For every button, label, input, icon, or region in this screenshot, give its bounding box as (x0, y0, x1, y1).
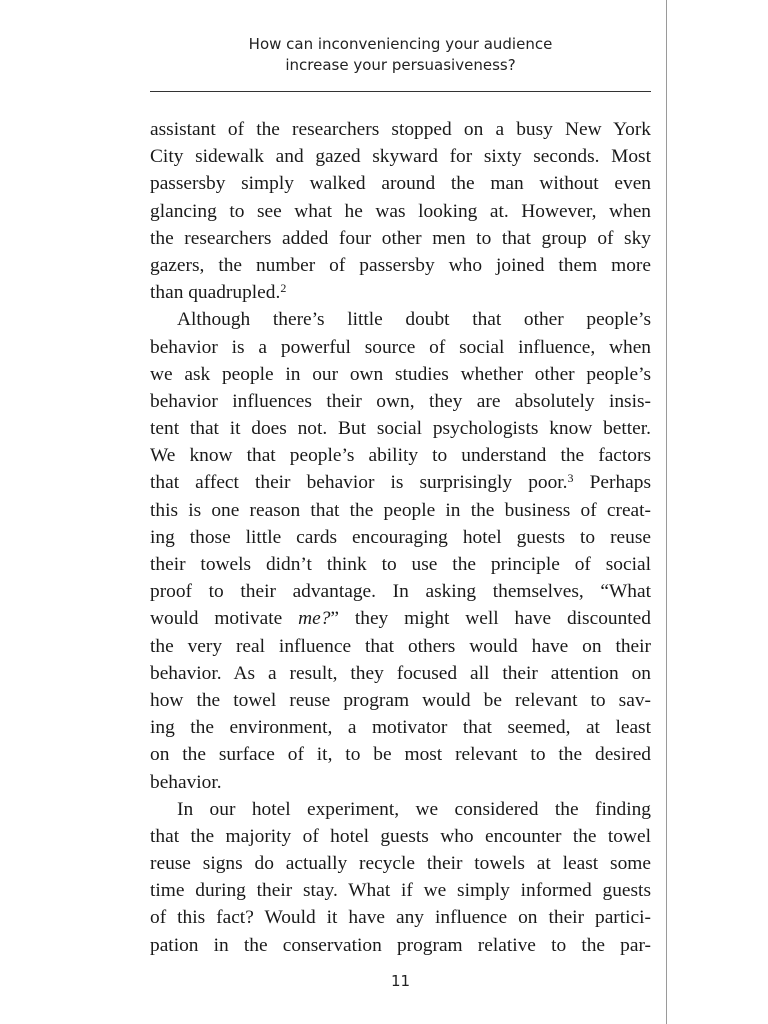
text-line (150, 469, 651, 496)
text-fragment: than quadrupled. (150, 282, 281, 304)
text-line (150, 279, 651, 306)
text-fragment: that affect their behavior is surprisingly poor. (150, 472, 568, 494)
text-line: of this fact? Would it have any influence on their partici- (150, 907, 651, 929)
text-line: ing the environment, a motivator that seemed, at least (150, 717, 651, 739)
text-line: Although there’s little doubt that other people’s (177, 309, 651, 331)
text-line: proof to their advantage. In asking themselves, “What (150, 581, 651, 603)
text-line: We know that people’s ability to understand the factors (150, 445, 651, 467)
text-line: glancing to see what he was looking at. However, when (150, 200, 651, 222)
text-line: we ask people in our own studies whether other people’s (150, 363, 651, 385)
text-line: pation in the conservation program relative to the par- (150, 934, 651, 956)
text-line: behavior. As a result, they focused all their attention on (150, 662, 651, 684)
body-text (150, 116, 651, 959)
emphasis-text: me? (298, 608, 331, 630)
running-head-line-1: How can inconveniencing your audience (248, 35, 553, 53)
text-line: that the majority of hotel guests who encounter the towel (150, 825, 651, 847)
text-line: reuse signs do actually recycle their towels at least some (150, 853, 651, 875)
text-line: how the towel reuse program would be relevant to sav- (150, 689, 651, 711)
text-line: behavior influences their own, they are absolutely insis- (150, 390, 651, 412)
text-line: this is one reason that the people in the business of creat- (150, 499, 651, 521)
footnote-ref-3[interactable]: 3 (567, 471, 574, 486)
text-line: gazers, the number of passersby who joined them more (150, 254, 651, 276)
text-fragment: Perhaps (573, 472, 651, 494)
text-fragment: ” they might well have discounted (330, 608, 651, 630)
text-line: behavior is a powerful source of social influence, when (150, 336, 651, 358)
text-line: on the surface of it, to be most relevant to the desired (150, 744, 651, 766)
text-line: ing those little cards encouraging hotel guests to reuse (150, 526, 651, 548)
running-head (150, 34, 651, 76)
text-line: the researchers added four other men to that group of sky (150, 227, 651, 249)
text-line (150, 605, 651, 632)
text-fragment: would motivate (150, 608, 299, 630)
text-line: City sidewalk and gazed skyward for sixty seconds. Most (150, 146, 651, 168)
text-line: behavior. (150, 771, 222, 793)
text-line: In our hotel experiment, we considered the finding (177, 798, 651, 820)
text-line: the very real influence that others would have on their (150, 635, 651, 657)
page-edge-line (666, 0, 667, 1024)
text-line: passersby simply walked around the man without even (150, 173, 651, 195)
header-rule (150, 91, 651, 92)
running-head-line-2: increase your persuasiveness? (285, 56, 516, 74)
text-line: assistant of the researchers stopped on a busy New York (150, 119, 651, 140)
footnote-ref-2[interactable]: 2 (280, 281, 287, 296)
page-number: 11 (390, 972, 411, 990)
text-line: time during their stay. What if we simply informed guests (150, 880, 651, 902)
text-line: their towels didn’t think to use the principle of social (150, 554, 651, 575)
text-line: tent that it does not. But social psychologists know better. (150, 418, 651, 440)
